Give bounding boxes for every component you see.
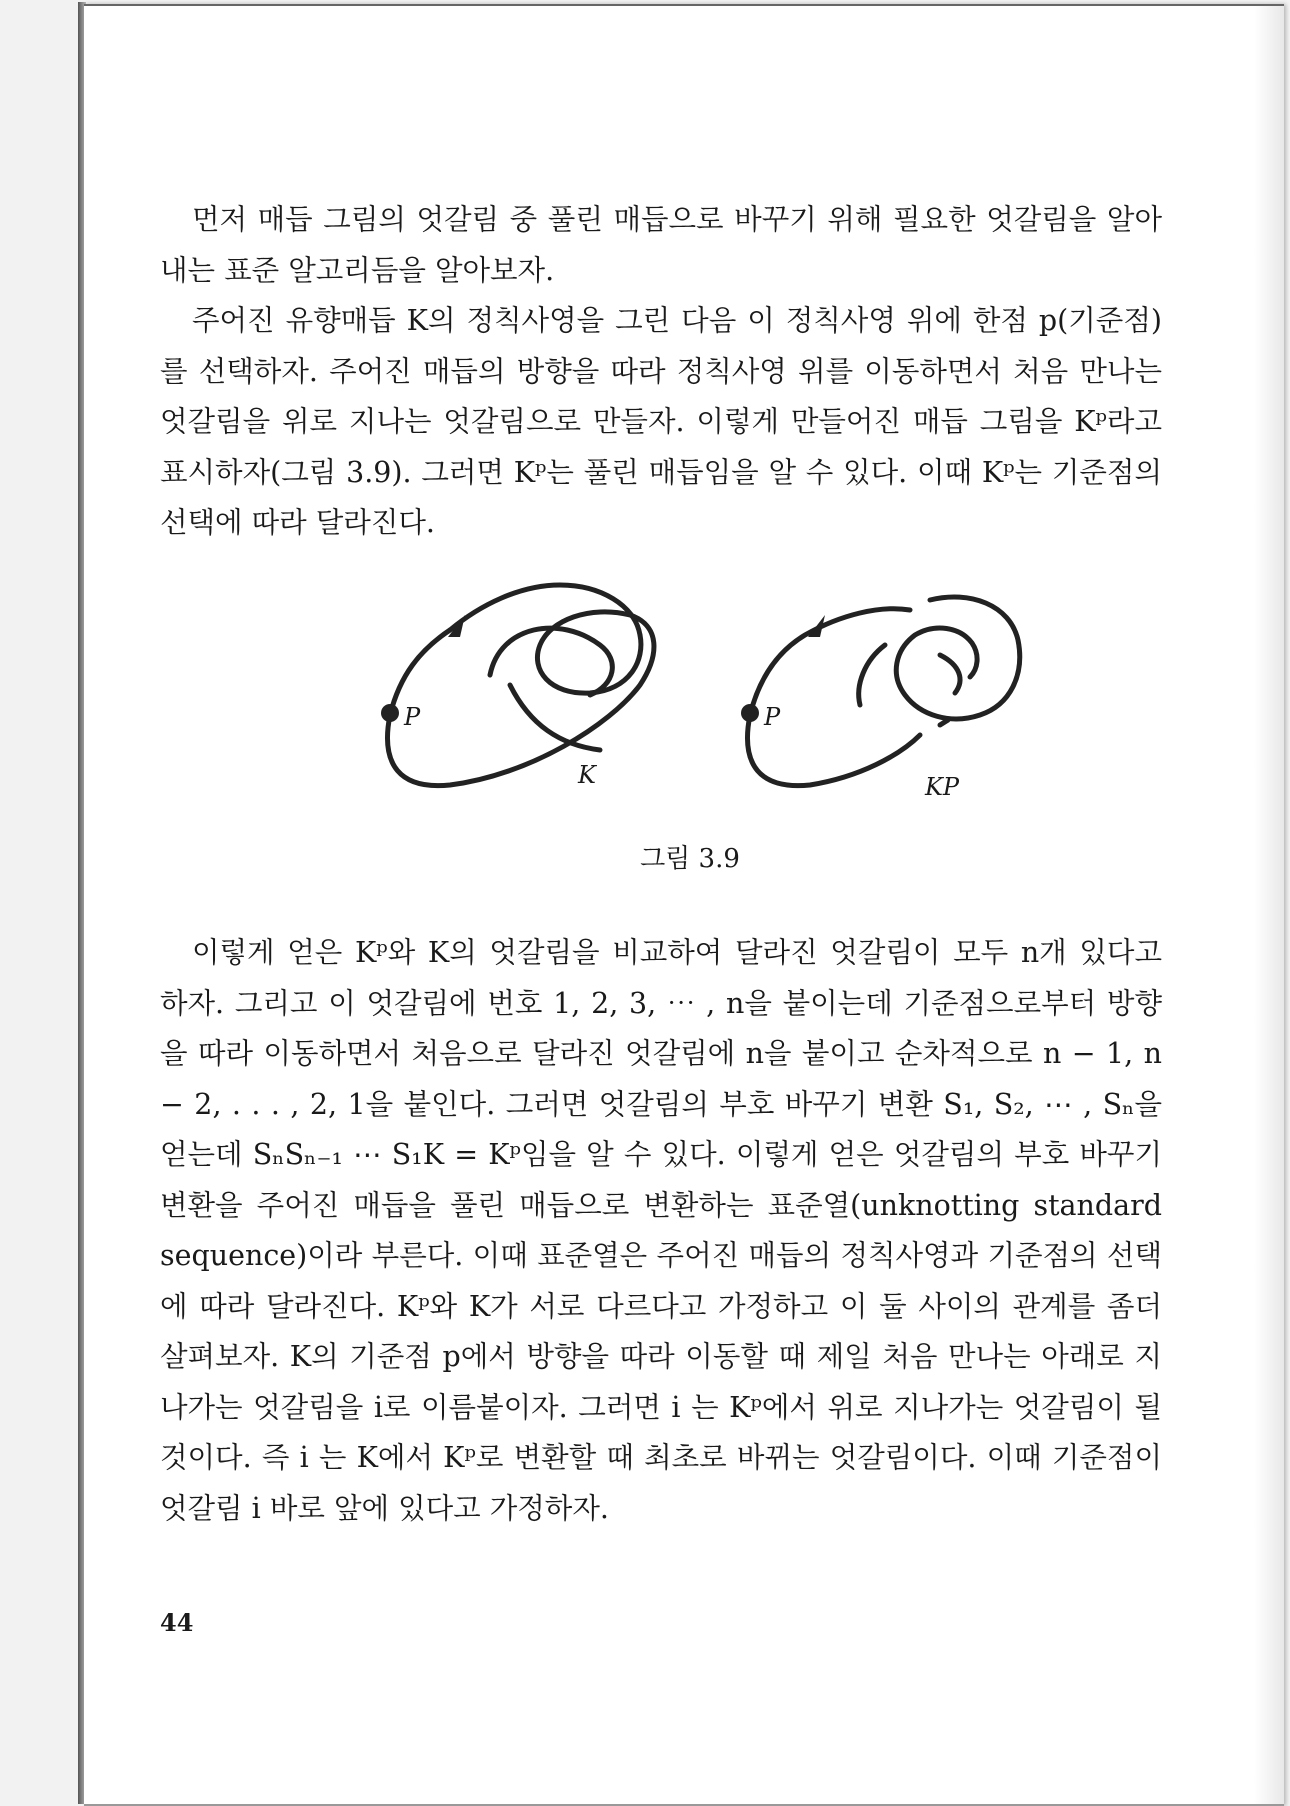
- paragraph-1: 먼저 매듭 그림의 엇갈림 중 풀린 매듭으로 바꾸기 위해 필요한 엇갈림을 알아내는 표준 알고리듬을 알아보자.: [160, 203, 1162, 287]
- left-knot-label: K: [578, 761, 596, 789]
- page-number: 44: [160, 1608, 194, 1637]
- bottom-text-block: [160, 928, 1162, 1534]
- paragraph-2: 주어진 유향매듭 K의 정칙사영을 그린 다음 이 정칙사영 위에 한점 p(기준점)를 선택하자. 주어진 매듭의 방향을 따라 정칙사영 위를 이동하면서 처음 만나는 엇갈림을 위로 지나는 엇갈림으로 만들자. 이렇게 만들어진 매듭 그림을 Kᵖ라고 표시하자(그림 3.9). 그러면 Kᵖ는 풀린 매듭임을 알 수 있다. 이때 Kᵖ는 기준점의 선택에 따라 달라진다.: [160, 304, 1162, 539]
- right-knot-label: KP: [925, 773, 960, 801]
- figure-3-9: [360, 565, 1060, 815]
- paragraph-3: 이렇게 얻은 Kᵖ와 K의 엇갈림을 비교하여 달라진 엇갈림이 모두 n개 있다고 하자. 그리고 이 엇갈림에 번호 1, 2, 3, ⋯ , n을 붙이는데 기준점으로부터 방향을 따라 이동하면서 처음으로 달라진 엇갈림에 n을 붙이고 순차적으로 n − 1, n − 2, . . . , 2, 1을 붙인다. 그러면 엇갈림의 부호 바꾸기 변환 S₁, S₂, ⋯ , Sₙ을 얻는데 SₙSₙ₋₁ ⋯ S₁K = Kᵖ임을 알 수 있다. 이렇게 얻은 엇갈림의 부호 바꾸기 변환을 주어진 매듭을 풀린 매듭으로 변환하는 표준열(unknotting standard sequence)이라 부른다. 이때 표준열은 주어진 매듭의 정칙사영과 기준점의 선택에 따라 달라진다. Kᵖ와 K가 서로 다르다고 가정하고 이 둘 사이의 관계를 좀더 살펴보자. K의 기준점 p에서 방향을 따라 이동할 때 제일 처음 만나는 아래로 지나가는 엇갈림을 i로 이름붙이자. 그러면 i 는 Kᵖ에서 위로 지나가는 엇갈림이 될 것이다. 즉 i 는 K에서 Kᵖ로 변환할 때 최초로 바뀌는 엇갈림이다. 이때 기준점이 엇갈림 i 바로 앞에 있다고 가정하자.: [160, 936, 1162, 1525]
- base-point-left: [381, 704, 399, 722]
- top-text-block: [160, 195, 1162, 549]
- right-point-label: P: [764, 703, 781, 731]
- left-point-label: P: [404, 703, 421, 731]
- direction-arrow-left: [448, 615, 465, 637]
- knot-diagram-kp: [748, 597, 1020, 786]
- knot-diagram-k: [388, 585, 654, 786]
- figure-caption: 그림 3.9: [640, 844, 740, 874]
- base-point-right: [741, 704, 759, 722]
- page-curl-shading: [1254, 6, 1284, 1804]
